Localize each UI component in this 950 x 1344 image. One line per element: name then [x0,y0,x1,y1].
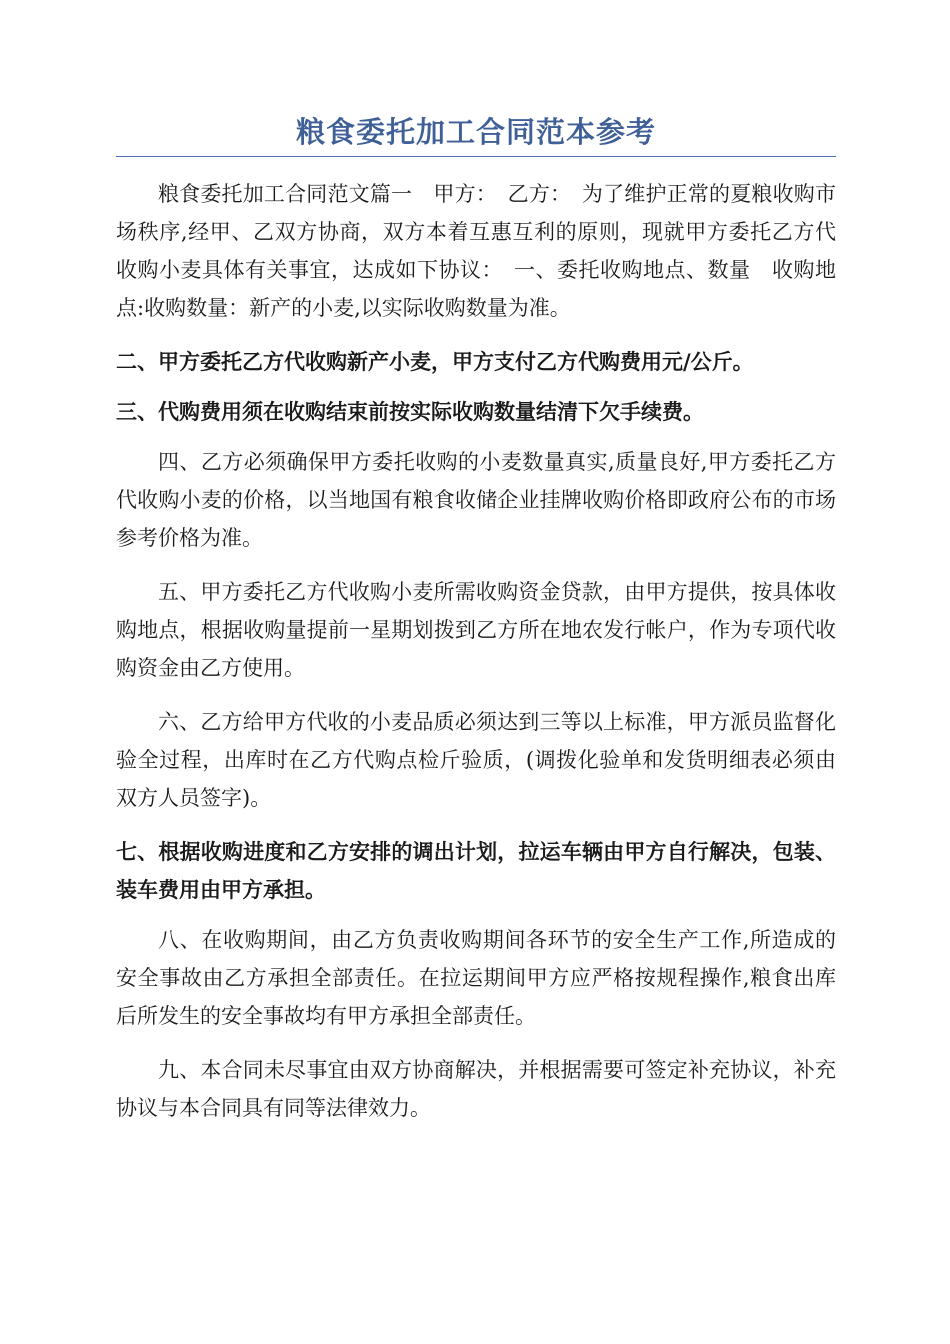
paragraph-clause-8: 八、在收购期间，由乙方负责收购期间各环节的安全生产工作,所造成的安全事故由乙方承担全部责任。在拉运期间甲方应严格按规程操作,粮食出库后所发生的安全事故均有甲方承担全部责任。 [116,928,836,1028]
paragraph-intro: 粮食委托加工合同范文篇一 甲方： 乙方： 为了维护正常的夏粮收购市场秩序,经甲、乙双方协商，双方本着互惠互利的原则，现就甲方委托乙方代收购小麦具体有关事宜，达成如下协议： 一、委托收购地点、数量 收购地点:收购数量：新产的小麦,以实际收购数量为准。 [116,182,836,320]
document-title: 粮食委托加工合同范本参考 [295,115,656,149]
paragraph-clause-9: 九、本合同未尽事宜由双方协商解决，并根据需要可签定补充协议，补充协议与本合同具有同等法律效力。 [116,1058,836,1120]
paragraph-clause-5: 五、甲方委托乙方代收购小麦所需收购资金贷款，由甲方提供，按具体收购地点，根据收购量提前一星期划拨到乙方所在地农发行帐户，作为专项代收购资金由乙方使用。 [116,580,836,680]
paragraph-clause-7: 七、根据收购进度和乙方安排的调出计划，拉运车辆由甲方自行解决，包装、装车费用由甲方承担。 [116,839,836,902]
title-underline [116,156,836,157]
paragraph-clause-4: 四、乙方必须确保甲方委托收购的小麦数量真实,质量良好,甲方委托乙方代收购小麦的价格，以当地国有粮食收储企业挂牌收购价格即政府公布的市场参考价格为准。 [116,450,836,550]
document-page [116,110,836,1143]
paragraph-clause-3: 三、代购费用须在收购结束前按实际收购数量结清下欠手续费。 [116,399,704,424]
paragraph-clause-2: 二、甲方委托乙方代收购新产小麦，甲方支付乙方代购费用元/公斤。 [116,349,754,374]
paragraph-clause-6: 六、乙方给甲方代收的小麦品质必须达到三等以上标准，甲方派员监督化验全过程，出库时在乙方代购点检斤验质，(调拨化验单和发货明细表必须由双方人员签字)。 [116,710,836,810]
